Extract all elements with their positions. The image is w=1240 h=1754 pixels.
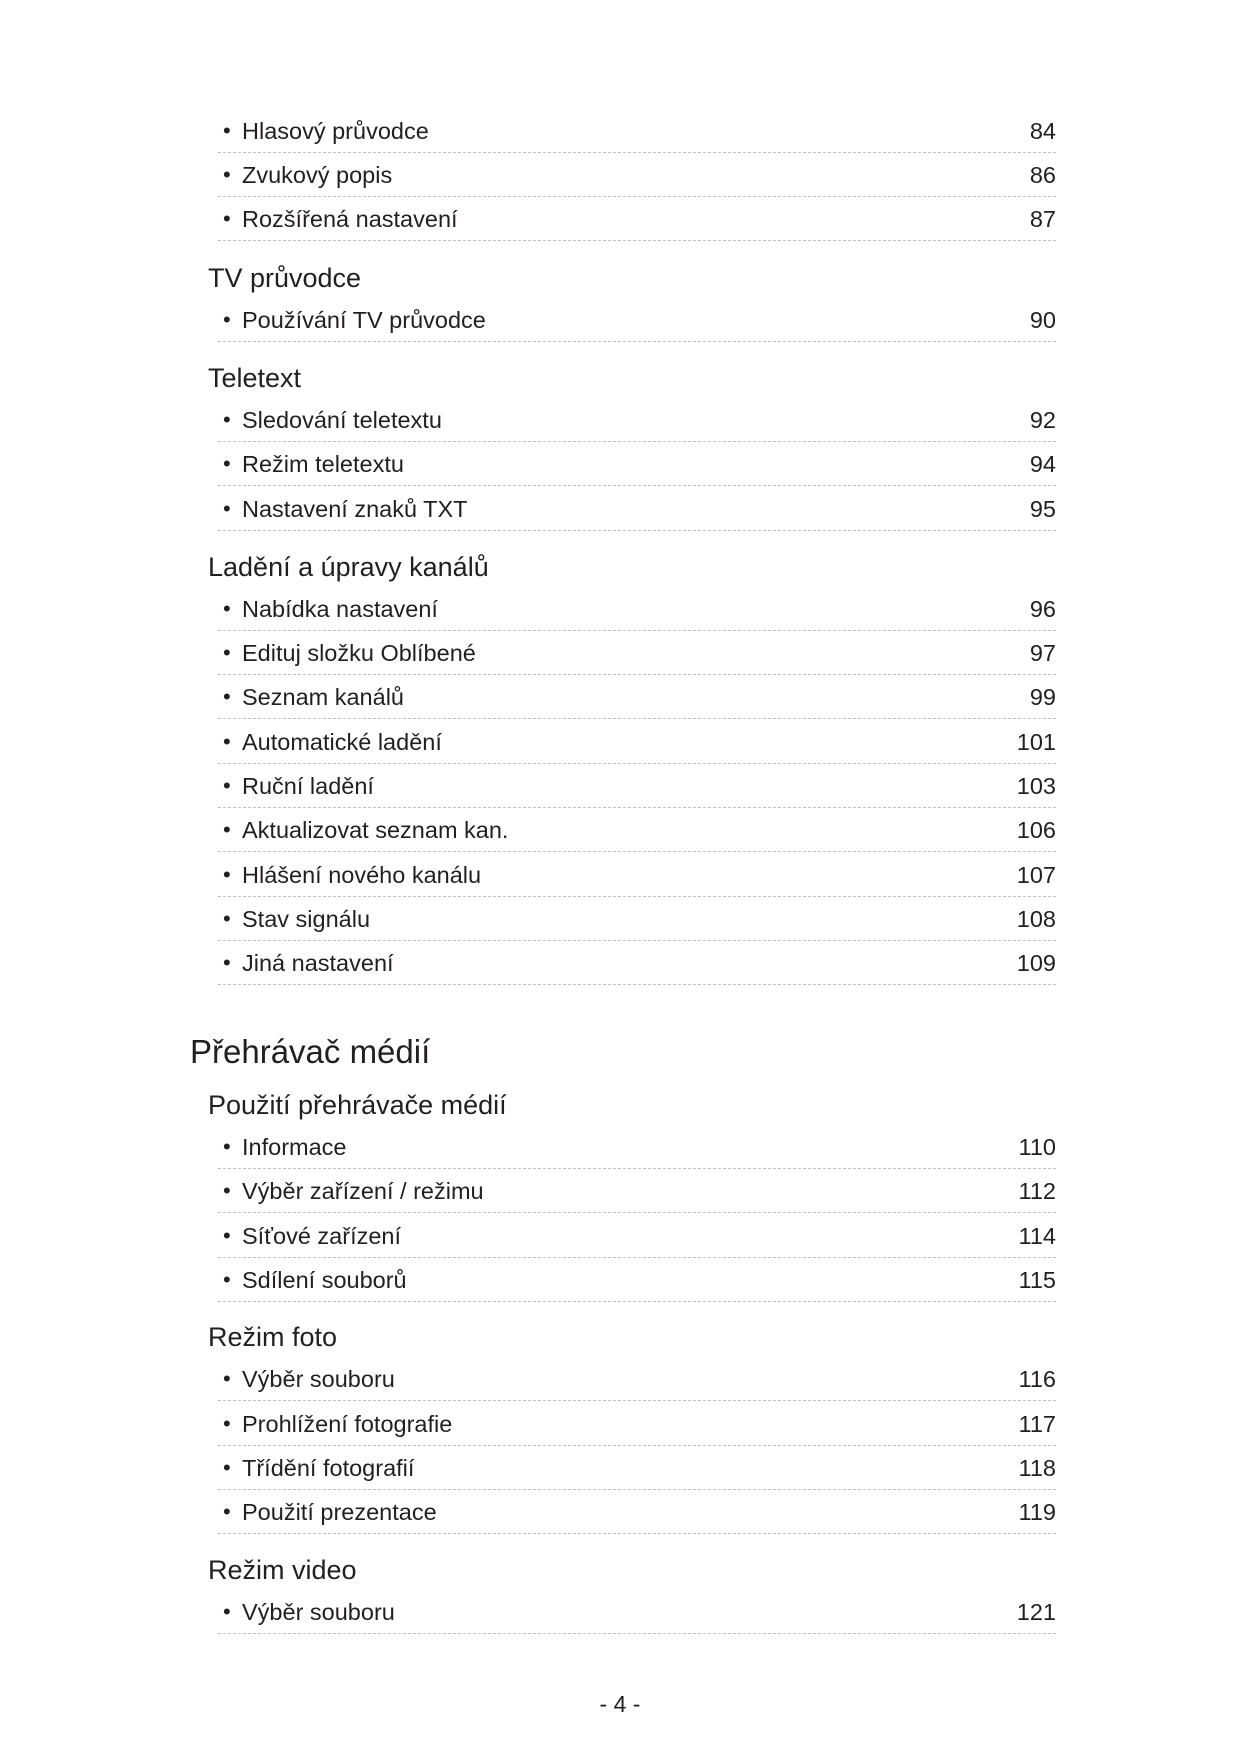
bullet: • [223,1223,231,1248]
section-title-tuning: Ladění a úpravy kanálů [208,552,489,582]
page-number: - 4 - [599,1691,641,1717]
toc-entry[interactable] [218,398,1056,442]
toc-entry-label: Použití prezentace [242,1499,437,1525]
toc-entry-page: 94 [1029,451,1056,477]
toc-entry-page: 92 [1029,407,1056,433]
toc-entry-page: 121 [1016,1599,1056,1625]
toc-entry-page: 95 [1029,496,1056,522]
toc-entry-label: Výběr souboru [242,1599,395,1625]
bullet: • [223,862,231,887]
toc-entry[interactable] [218,109,1056,153]
toc-entry-page: 99 [1029,684,1056,710]
toc-entry-label: Prohlížení fotografie [242,1411,453,1437]
toc-entry[interactable] [218,1402,1056,1446]
toc-entry-page: 101 [1016,729,1056,755]
toc-entry-page: 84 [1029,118,1056,144]
bullet: • [223,1267,231,1292]
toc-entry-label: Zvukový popis [242,162,393,188]
toc-entry-label: Třídění fotografií [242,1455,415,1481]
toc-entry-page: 86 [1029,162,1056,188]
toc-entry[interactable] [218,587,1056,631]
toc-entry-label: Výběr zařízení / režimu [242,1178,484,1204]
toc-entry-page: 116 [1018,1366,1056,1392]
bullet: • [223,729,231,754]
toc-entry[interactable] [218,1214,1056,1258]
toc-entry-label: Aktualizovat seznam kan. [242,817,509,843]
toc-entry-page: 108 [1016,906,1056,932]
toc-entry-label: Hlášení nového kanálu [242,862,482,888]
toc-entry-page: 109 [1016,950,1056,976]
toc-entry-page: 96 [1029,596,1056,622]
toc-entry-page: 103 [1016,773,1056,799]
bullet: • [223,906,231,931]
bullet: • [223,1411,231,1436]
bullet: • [223,684,231,709]
toc-entry[interactable] [218,487,1056,531]
bullet: • [223,596,231,621]
bullet: • [223,1599,231,1624]
toc-entry[interactable] [218,941,1056,985]
toc-entry-page: 117 [1018,1411,1056,1437]
toc-entry-label: Nastavení znaků TXT [242,496,468,522]
toc-entry-page: 114 [1018,1223,1056,1249]
toc-entry-label: Jiná nastavení [242,950,394,976]
bullet: • [223,307,231,332]
toc-entry[interactable] [218,853,1056,897]
toc-entry[interactable] [218,1357,1056,1401]
toc-entry[interactable] [218,1169,1056,1213]
toc-entry-page: 87 [1029,206,1056,232]
toc-entry[interactable] [218,764,1056,808]
bullet: • [223,1455,231,1480]
toc-entry-label: Výběr souboru [242,1366,395,1392]
toc-entry-label: Automatické ladění [242,729,442,755]
toc-entry[interactable] [218,153,1056,197]
toc-entry-page: 90 [1029,307,1056,333]
toc-entry-page: 118 [1018,1455,1056,1481]
toc-entry[interactable] [218,1490,1056,1534]
toc-entry-label: Hlasový průvodce [242,118,429,144]
toc-entry[interactable] [218,720,1056,764]
toc-entry-label: Ruční ladění [242,773,374,799]
bullet: • [223,118,231,143]
bullet: • [223,817,231,842]
toc-entry-label: Rozšířená nastavení [242,206,458,232]
toc-entry[interactable] [218,1125,1056,1169]
section-title-tv-guide: TV průvodce [208,263,362,293]
toc-entry-page: 115 [1018,1267,1056,1293]
toc-entry[interactable] [218,808,1056,852]
toc-entry[interactable] [218,1590,1056,1634]
bullet: • [223,773,231,798]
bullet: • [223,950,231,975]
toc-entry[interactable] [218,442,1056,486]
bullet: • [223,1134,231,1159]
toc-entry-label: Sledování teletextu [242,407,442,433]
bullet: • [223,640,231,665]
toc-entry[interactable] [218,675,1056,719]
bullet: • [223,1178,231,1203]
section-title-media-player-usage: Použití přehrávače médií [208,1090,507,1120]
toc-entry[interactable] [218,1446,1056,1490]
toc-entry-page: 106 [1016,817,1056,843]
section-title-photo-mode: Režim foto [208,1322,338,1352]
toc-entry[interactable] [218,1258,1056,1302]
bullet: • [223,1366,231,1391]
bullet: • [223,407,231,432]
toc-entry-label: Stav signálu [242,906,371,932]
toc-entry[interactable] [218,897,1056,941]
bullet: • [223,496,231,521]
bullet: • [223,1499,231,1524]
section-title-teletext: Teletext [208,363,302,393]
bullet: • [223,206,231,231]
toc-entry-label: Používání TV průvodce [242,307,486,333]
chapter-title-media-player: Přehrávač médií [190,1033,431,1070]
toc-entry-page: 107 [1016,862,1056,888]
toc-entry[interactable] [218,631,1056,675]
toc-entry-page: 110 [1018,1134,1056,1160]
toc-entry-page: 119 [1018,1499,1056,1525]
bullet: • [223,451,231,476]
toc-entry-label: Edituj složku Oblíbené [242,640,476,666]
toc-entry-label: Informace [242,1134,347,1160]
section-title-video-mode: Režim video [208,1555,357,1585]
toc-entry-label: Režim teletextu [242,451,404,477]
toc-entry-label: Síťové zařízení [242,1223,402,1249]
toc-entry[interactable] [218,298,1056,342]
toc-entry-page: 97 [1029,640,1056,666]
toc-entry-label: Seznam kanálů [242,684,404,710]
bullet: • [223,162,231,187]
toc-entry-label: Nabídka nastavení [242,596,438,622]
toc-entry-page: 112 [1018,1178,1056,1204]
toc-entry[interactable] [218,197,1056,241]
toc-entry-label: Sdílení souborů [242,1267,407,1293]
